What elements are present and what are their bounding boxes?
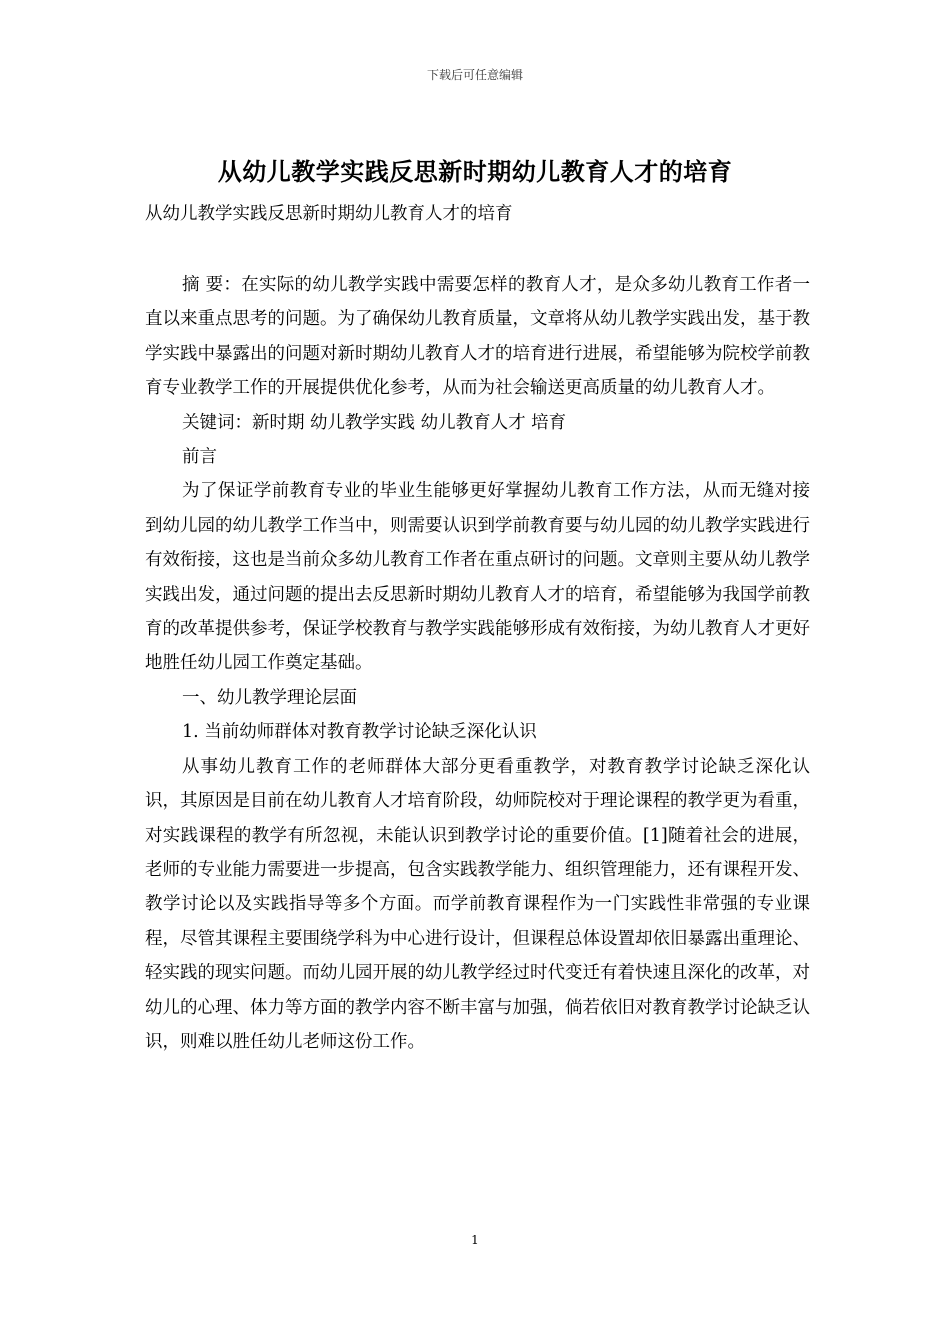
abstract-paragraph: 摘 要：在实际的幼儿教学实践中需要怎样的教育人才，是众多幼儿教育工作者一直以来重点思考的问题。为了确保幼儿教育质量，文章将从幼儿教学实践出发，基于教学实践中暴露出的问题对新时期幼儿教育人才的培育进行进展，希望能够为院校学前教育专业教学工作的开展提供优化参考，从而为社会输送更高质量的幼儿教育人才。 [145,275,810,399]
preface-heading: 前言 [182,447,217,468]
keywords-line: 关键词：新时期 幼儿教学实践 幼儿教育人才 培育 [182,412,567,433]
document-title: 从幼儿教学实践反思新时期幼儿教育人才的培育 [217,157,733,186]
subsection-paragraph: 从事幼儿教育工作的老师群体大部分更看重教学，对教育教学讨论缺乏深化认识，其原因是目前在幼儿教育人才培育阶段，幼师院校对于理论课程的教学更为看重，对实践课程的教学有所忽视，未能认识到教学讨论的重要价值。[1]随着社会的进展，老师的专业能力需要进一步提高，包含实践教学能力、组织管理能力，还有课程开发、教学讨论以及实践指导等多个方面。而学前教育课程作为一门实践性非常强的专业课程，尽管其课程主要围绕学科为中心进行设计，但课程总体设置却依旧暴露出重理论、轻实践的现实问题。而幼儿园开展的幼儿教学经过时代变迁有着快速且深化的改革，对幼儿的心理、体力等方面的教学内容不断丰富与加强，倘若依旧对教育教学讨论缺乏认识，则难以胜任幼儿老师这份工作。 [145,756,810,1052]
subsection-heading: 1. 当前幼师群体对教育教学讨论缺乏深化认识 [182,722,537,743]
document-body [145,268,810,1059]
document-subtitle: 从幼儿教学实践反思新时期幼儿教育人才的培育 [145,204,513,224]
page-number: 1 [471,1233,479,1247]
section-heading: 一、幼儿教学理论层面 [182,687,357,708]
preface-paragraph: 为了保证学前教育专业的毕业生能够更好掌握幼儿教育工作方法，从而无缝对接到幼儿园的幼儿教学工作当中，则需要认识到学前教育要与幼儿园的幼儿教学实践进行有效衔接，这也是当前众多幼儿教育工作者在重点研讨的问题。文章则主要从幼儿教学实践出发，通过问题的提出去反思新时期幼儿教育人才的培育，希望能够为我国学前教育的改革提供参考，保证学校教育与教学实践能够形成有效衔接，为幼儿教育人才更好地胜任幼儿园工作奠定基础。 [145,481,810,674]
page-header: 下载后可任意编辑 [426,68,523,82]
